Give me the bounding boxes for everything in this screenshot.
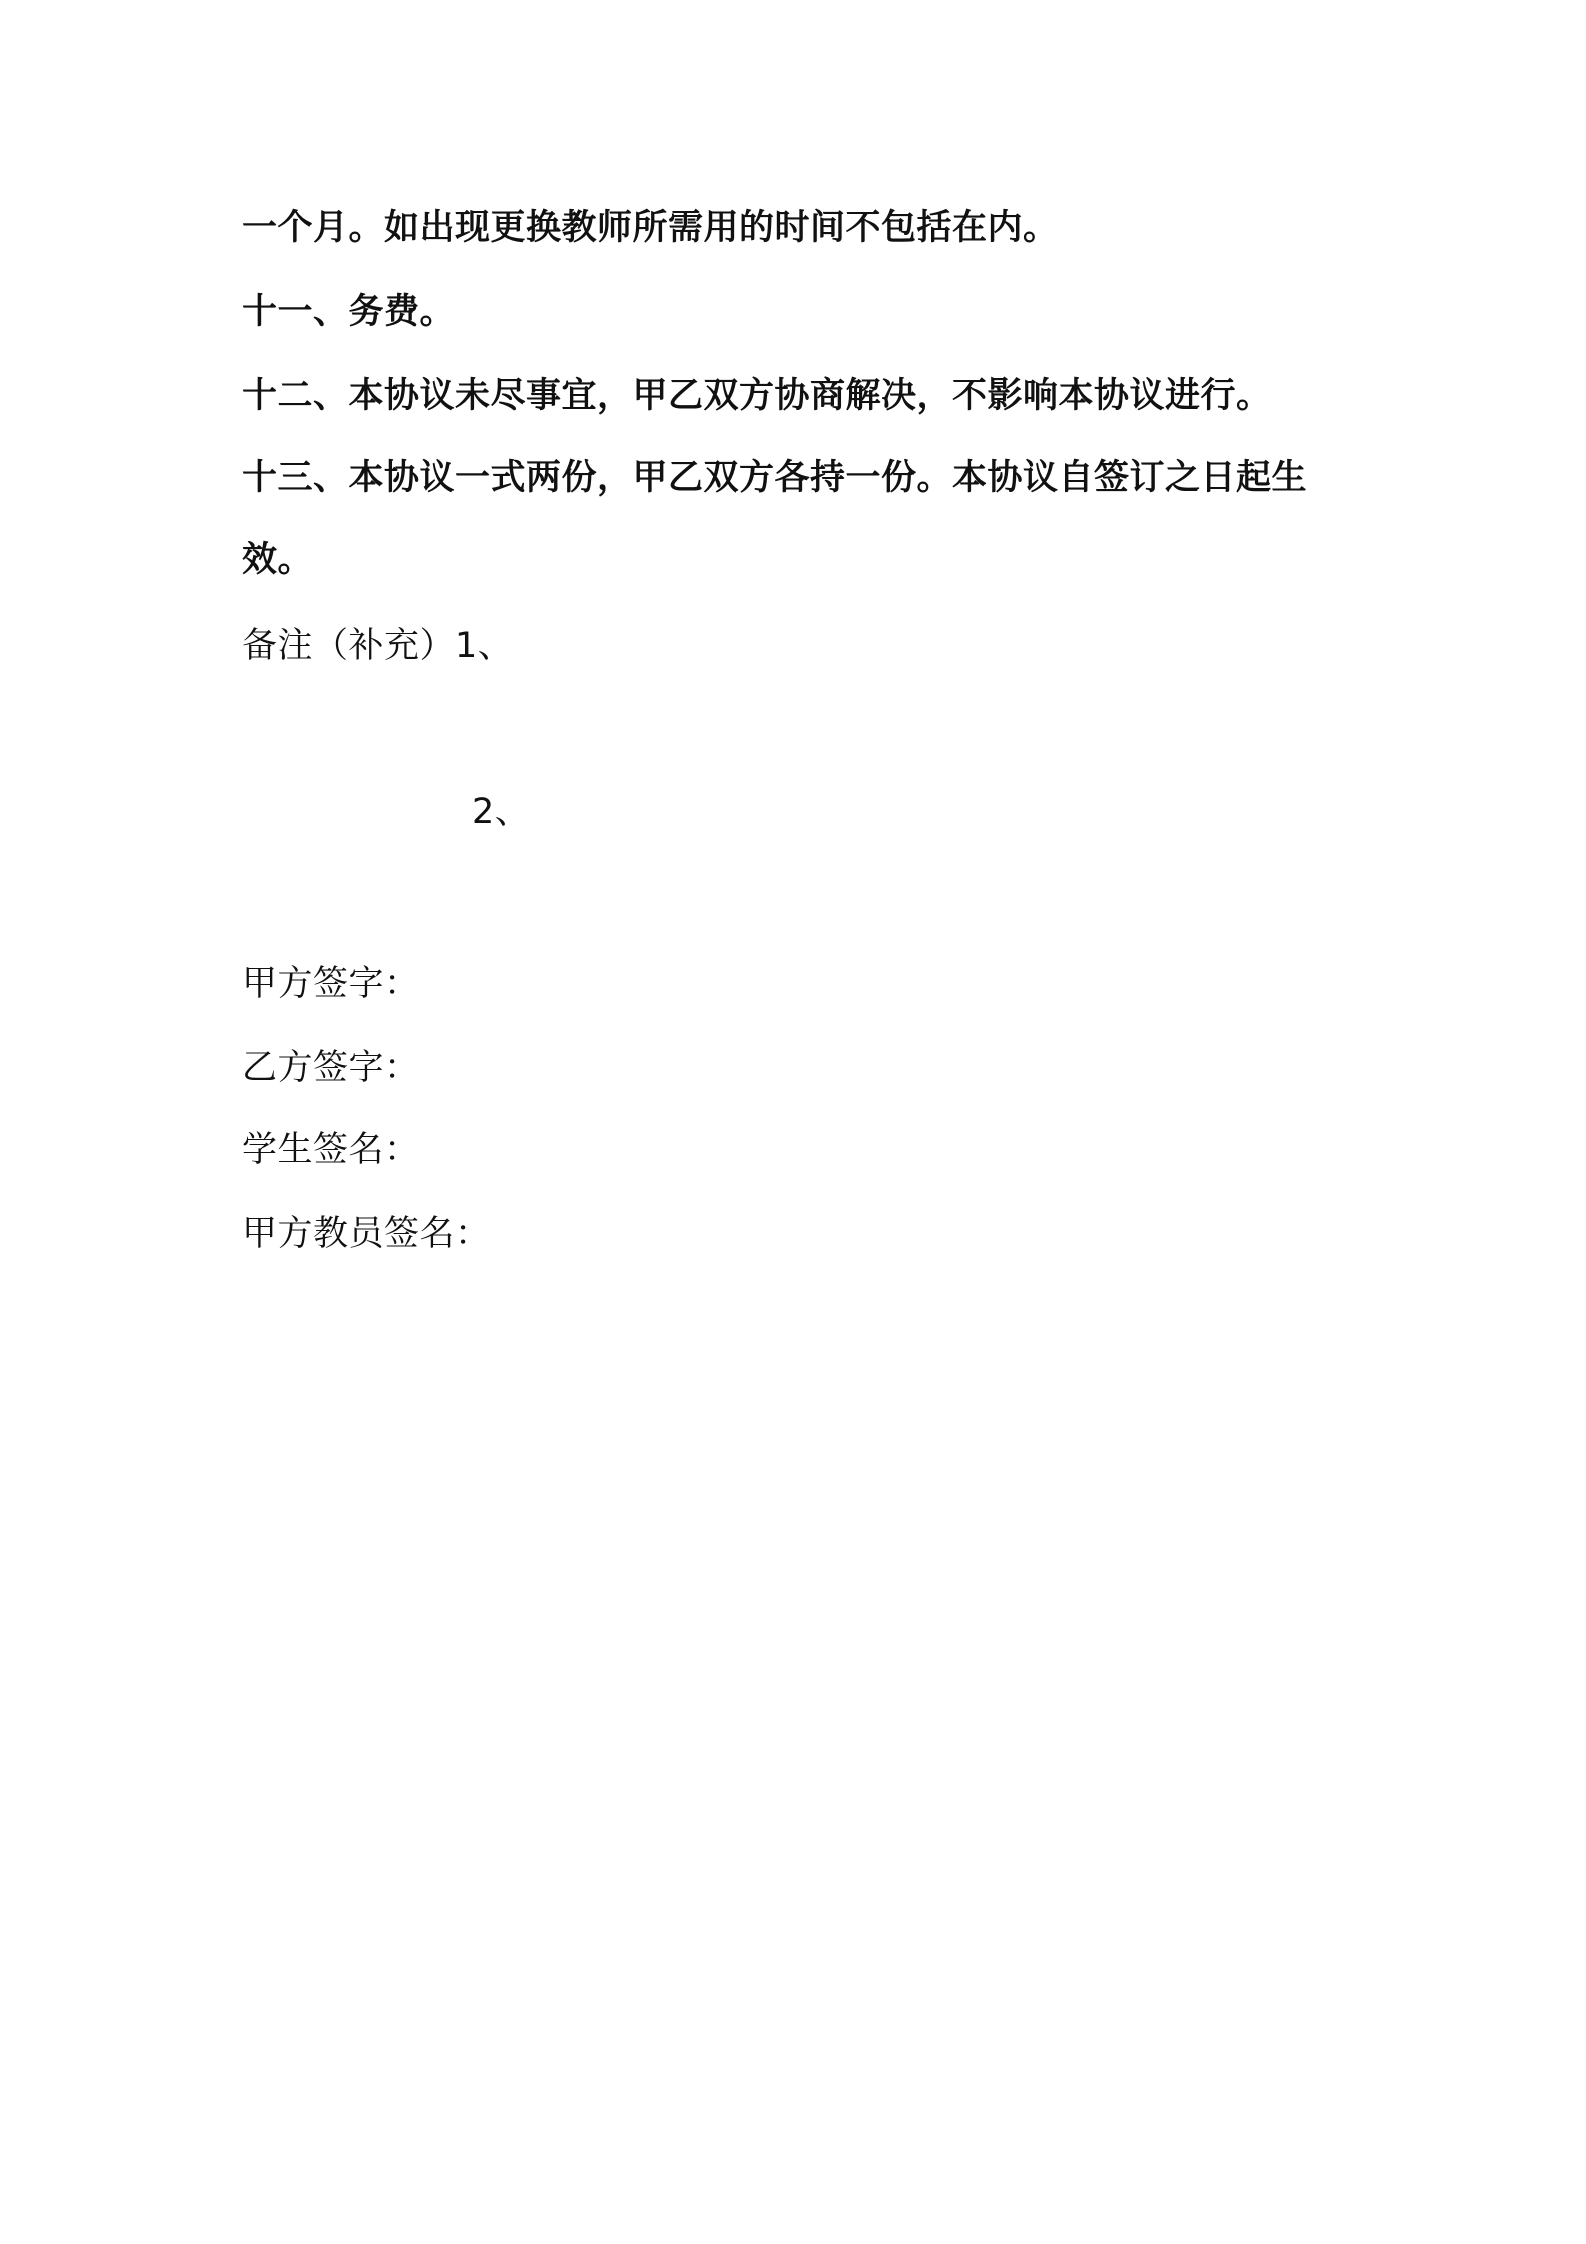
clause-continuation: 一个月。如出现更换教师所需用的时间不包括在内。: [242, 208, 1059, 248]
signature-student: 学生签名：: [242, 1130, 420, 1170]
notes-label: 备注（补充）1、: [242, 626, 514, 666]
signature-party-a: 甲方签字：: [242, 964, 420, 1004]
clause-eleven: 十一、务费。: [242, 292, 456, 332]
clause-twelve: 十二、本协议未尽事宜，甲乙双方协商解决，不影响本协议进行。: [242, 376, 1272, 416]
signature-party-b: 乙方签字：: [242, 1048, 420, 1088]
notes-item-2: 2、: [472, 792, 531, 832]
clause-thirteen-continuation: 效。: [242, 540, 314, 580]
signature-party-a-teacher: 甲方教员签名：: [242, 1214, 491, 1254]
clause-thirteen: 十三、本协议一式两份，甲乙双方各持一份。本协议自签订之日起生: [242, 458, 1308, 498]
